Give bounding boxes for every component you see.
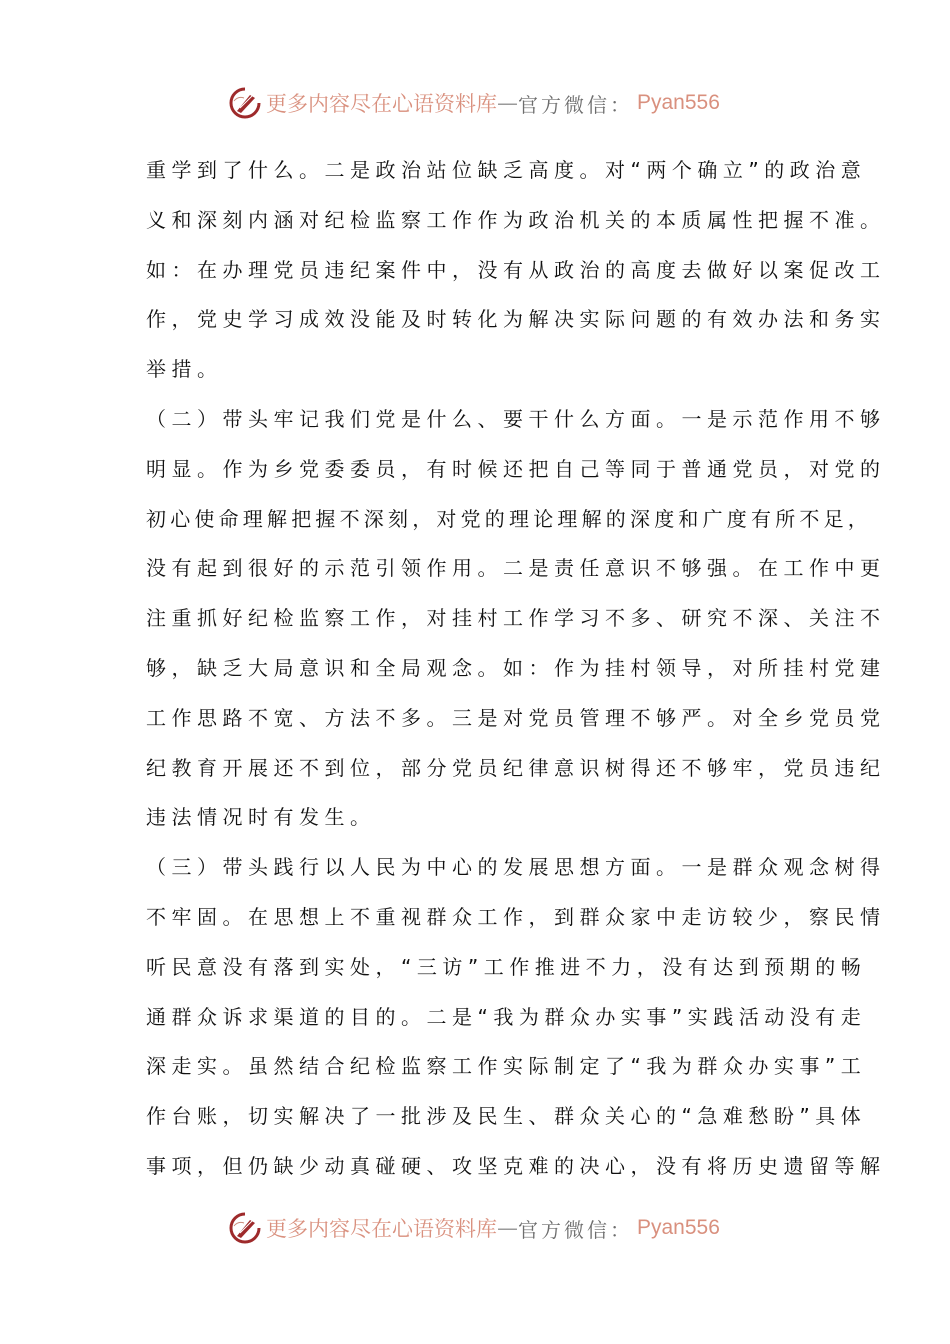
quill-pen-logo-icon	[228, 86, 262, 120]
text-line: 没有起到很好的示范引领作用。二是责任意识不够强。在工作中更	[146, 556, 886, 581]
document-body	[146, 150, 886, 1196]
footer-banner	[228, 1208, 720, 1248]
banner-wechat-id: Pyan556	[637, 1216, 720, 1239]
text-line: 明显。作为乡党委委员，有时候还把自己等同于普通党员，对党的	[146, 456, 886, 481]
text-line: 作，党史学习成效没能及时转化为解决实际问题的有效办法和务实	[146, 307, 886, 332]
text-line: 工作思路不宽、方法不多。三是对党员管理不够严。对全乡党员党	[146, 705, 886, 730]
text-line: 举措。	[146, 357, 223, 382]
text-line: 深走实。虽然结合纪检监察工作实际制定了“我为群众办实事”工	[146, 1054, 867, 1079]
text-line: 够，缺乏大局意识和全局观念。如：作为挂村领导，对所挂村党建	[146, 655, 886, 680]
text-line: 义和深刻内涵对纪检监察工作作为政治机关的本质属性把握不准。	[146, 207, 886, 232]
banner-wechat-label: 官方微信：	[518, 1217, 633, 1242]
text-line: 重学到了什么。二是政治站位缺乏高度。对“两个确立”的政治意	[146, 158, 867, 182]
text-line: 通群众诉求渠道的目的。二是“我为群众办实事”实践活动没有走	[146, 1004, 867, 1029]
text-line: 听民意没有落到实处，“三访”工作推进不力，没有达到预期的畅	[146, 954, 867, 979]
banner-slogan: 更多内容尽在心语资料库	[266, 92, 497, 116]
text-line: 注重抓好纪检监察工作，对挂村工作学习不多、研究不深、关注不	[146, 606, 886, 631]
banner-dash: —	[497, 1216, 518, 1240]
header-banner	[228, 83, 720, 123]
section-heading-line: （二）带头牢记我们党是什么、要干什么方面。一是示范作用不够	[146, 406, 886, 431]
banner-dash: —	[497, 91, 518, 115]
text-line: 违法情况时有发生。	[146, 805, 376, 830]
banner-slogan: 更多内容尽在心语资料库	[266, 1217, 497, 1241]
text-line: 如：在办理党员违纪案件中，没有从政治的高度去做好以案促改工	[146, 257, 886, 282]
text-line: 事项，但仍缺少动真碰硬、攻坚克难的决心，没有将历史遗留等解	[146, 1153, 886, 1178]
text-line: 纪教育开展还不到位，部分党员纪律意识树得还不够牢，党员违纪	[146, 755, 886, 780]
banner-wechat-id: Pyan556	[637, 91, 720, 114]
banner-wechat-label: 官方微信：	[518, 92, 633, 117]
section-heading-line: （三）带头践行以人民为中心的发展思想方面。一是群众观念树得	[146, 855, 886, 880]
text-line: 作台账，切实解决了一批涉及民生、群众关心的“急难愁盼”具体	[146, 1104, 867, 1129]
text-line: 初心使命理解把握不深刻，对党的理论理解的深度和广度有所不足，	[146, 506, 872, 531]
quill-pen-logo-icon	[228, 1211, 262, 1245]
text-line: 不牢固。在思想上不重视群众工作，到群众家中走访较少，察民情	[146, 904, 886, 929]
